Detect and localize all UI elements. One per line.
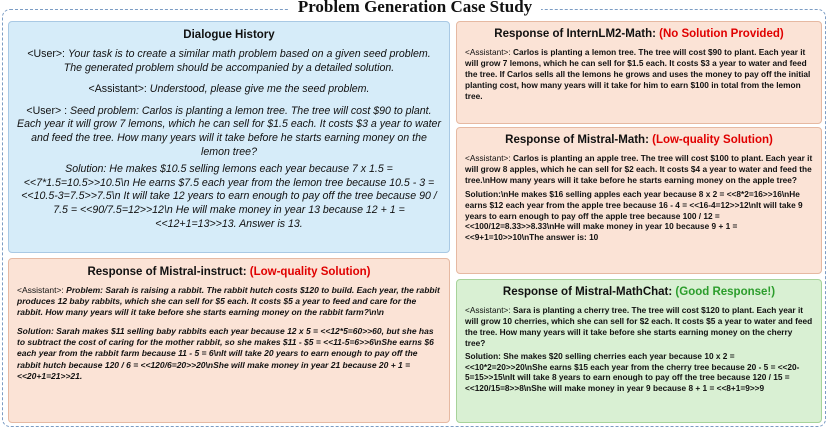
dialogue-heading: Dialogue History: [183, 29, 275, 41]
mistral-math-heading: Response of Mistral-Math: (Low-quality Solution): [505, 134, 773, 146]
verdict-badge: (Low-quality Solution): [652, 134, 773, 146]
dialogue-history-panel: [8, 21, 450, 253]
page-title: Problem Generation Case Study: [0, 0, 830, 17]
instruct-problem: <Assistant>: Problem: Sarah is raising a rabbit. The rabbit hutch costs $120 to build. Each year, the rabbit produces 12 baby rabbits, which she can sell for $5 each. It costs $5 a year to feed and care for the rabbit. How many years will it take before she starts earning money on the rabbit farm?\n\n: [17, 285, 440, 318]
verdict-badge: (Good Response!): [675, 286, 776, 298]
math-problem: <Assistant>: Carlos is planting an apple tree. The tree will cost $100 to plant. Each year it will grow 8 apples, which he can sell for $2 each. It costs $4 a year to water and feed the tree.\nHow many years will it take before he starts earning money on the apple tree?: [465, 153, 813, 185]
assistant-message-1: <Assistant>: Understood, please give me the seed problem.: [88, 83, 370, 96]
mistral-math-panel: [456, 127, 822, 274]
internlm-panel: [456, 21, 822, 124]
verdict-badge: (Low-quality Solution): [249, 266, 371, 278]
internlm-heading: Response of InternLM2-Math: (No Solution Provided): [494, 28, 784, 40]
math-solution: Solution:\nHe makes $16 selling apples each year because 8 x 2 = <<8*2=16>>16\nHe earns $12 each year from the apple tree because 16 - 4 = <<16-4=12>>12\nIt will take 9 years to earn enough to pay off the apple tree because 100 / 12 = <<100/12=8.33>>8.33\nHe will make money in year 10 because 9 + 1 = <<9+1=10>>10\nThe answer is: 10: [465, 188, 803, 243]
verdict-badge: (No Solution Provided): [659, 28, 784, 40]
mistral-instruct-heading: Response of Mistral-instruct: (Low-quality Solution): [87, 266, 371, 278]
internlm-response: <Assistant>: Carlos is planting a lemon tree. The tree will cost $90 to plant. Each year it will grow 7 lemons, which he can sell for $1.5 each. It costs $3 a year to water and feed the tree. If Carlos sells all the lemons he grows and uses the money to pay off the initial planting cost, how many years will it take for him to earn $100 in total from the lemon tree.: [465, 47, 811, 101]
seed-solution: Solution: He makes $10.5 selling lemons each year because 7 x 1.5 = <<7*1.5=10.5>>10.5\n He earns $7.5 each year from the lemon tree because 10.5 - 3 = <<10.5-3=7.5>>7.5\n It will take 12 years to earn enough to pay off the tree because 90 / 7.5 = <<90/7.5=12>>12\n He will make money in year 13 because 12 + 1 = <<12+1=13>>13. Answer is 13.: [21, 163, 437, 230]
user-message-2: <User> : Seed problem: Carlos is planting a lemon tree. The tree will cost $90 to plant. Each year it will grow 7 lemons, which he can sell for $1.5 each. It costs $3 a year to water and feed the tree. How many years will it take before he starts earning money on the lemon tree?: [17, 104, 441, 158]
mistral-instruct-panel: [8, 258, 450, 423]
mathchat-problem: <Assistant>: Sara is planting a cherry tree. The tree will cost $120 to plant. Each year it will grow 10 cherries, which she can sell for $2 each. It costs $5 a year to water and feed the tree. How many years will it take before she starts earning money on the cherry tree?: [465, 305, 813, 348]
mistral-mathchat-heading: Response of Mistral-MathChat: (Good Response!): [502, 286, 776, 298]
mathchat-solution: Solution: She makes $20 selling cherries each year because 10 x 2 = <<10*2=20>>20\nShe earns $15 each year from the cherry tree because 20 - 5 = <<20-5=15>>15\nIt will take 8 years to earn enough to pay off the tree because 120 / 15 = <<120/15=8>>8\nShe will make money in year 9 because 8 + 1 = <<8+1=9>>9: [465, 350, 800, 394]
mistral-mathchat-panel: [456, 279, 822, 423]
instruct-solution: Solution: Sarah makes $11 selling baby rabbits each year because 12 x 5 = <<12*5=60>>60, but she has to subtract the cost of caring for the mother rabbit, so she makes $11 - $5 = <<11-5=6>>6\nShe earns $6 each year from the rabbit farm because 11 - 5 = 6\nIt will take 20 years to earn enough to pay off the rabbit hutch because 120 / 6 = <<120/6=20>>20\nShe will make money in year 21 because 20 + 1 = <<20+1=21>>21.: [17, 326, 434, 381]
user-message-1: <User>: Your task is to create a similar math problem based on a given seed problem. The generated problem should be accompanied by a detailed solution.: [27, 48, 431, 74]
